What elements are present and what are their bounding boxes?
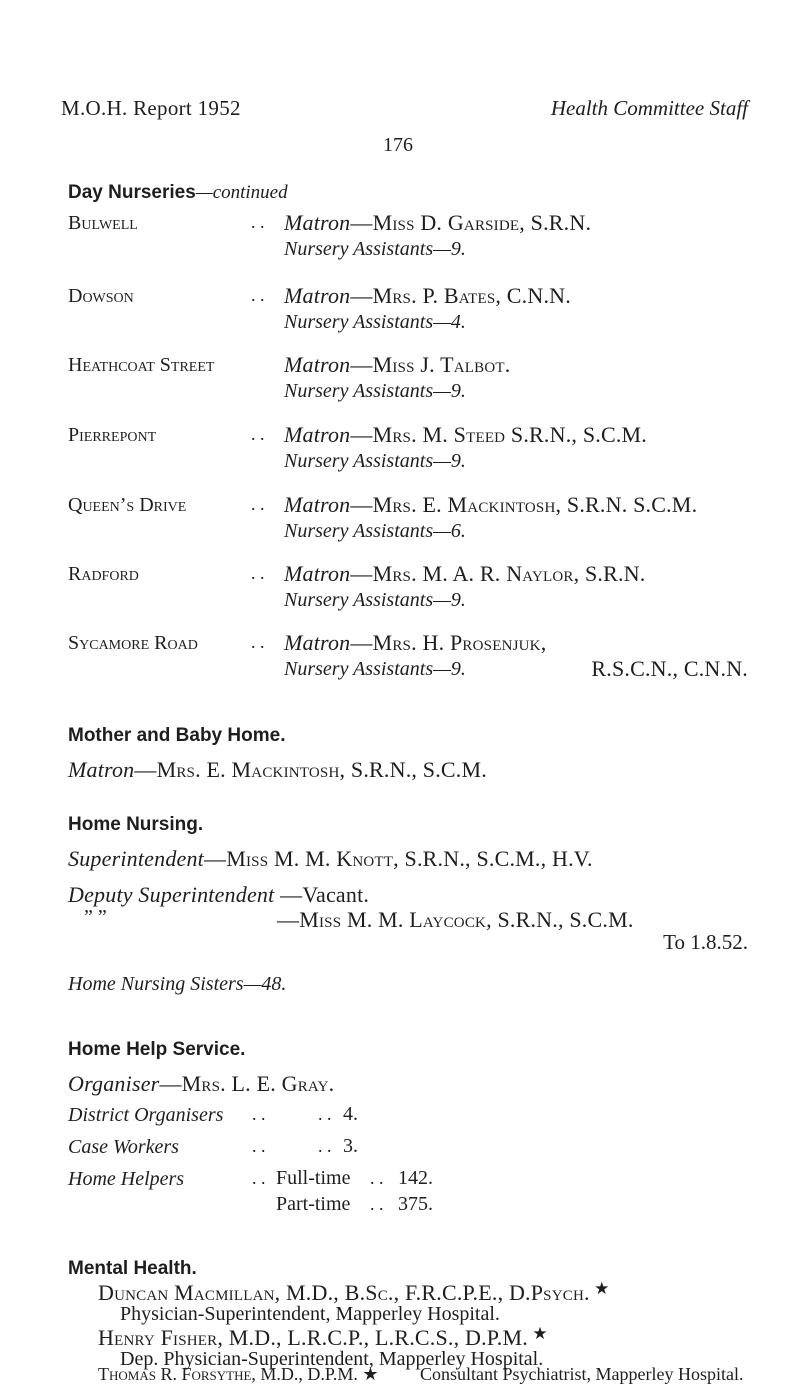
table-row-value: 375. xyxy=(398,1193,433,1215)
nursery-matron: Matron—Mrs. P. Bates, C.N.N. xyxy=(284,283,571,308)
staff-name: Duncan Macmillan, M.D., B.Sc., F.R.C.P.E., D.Psych. ★ xyxy=(98,1279,610,1305)
leader-dots: . . xyxy=(251,212,265,232)
mental-health-heading: Mental Health. xyxy=(68,1258,197,1279)
deputy-laycock: —Miss M. M. Laycock, S.R.N., S.C.M. xyxy=(277,907,634,932)
organiser-line: Organiser—Mrs. L. E. Gray. xyxy=(68,1071,335,1096)
nursery-assistants: Nursery Assistants—9. xyxy=(284,238,466,260)
star-icon: ★ xyxy=(589,1279,610,1298)
day-nurseries-heading xyxy=(68,182,288,204)
section-title: Health Committee Staff xyxy=(550,96,748,120)
superintendent-line: Superintendent—Miss M. M. Knott, S.R.N., S.C.M., H.V. xyxy=(68,846,593,871)
ditto-marks: ” ” xyxy=(84,906,107,928)
home-help-heading: Home Help Service. xyxy=(68,1039,246,1060)
leader-dots: . . xyxy=(251,424,265,444)
table-row-sub: Part-time xyxy=(276,1193,351,1215)
leader-dots: . . xyxy=(251,563,265,583)
star-icon: ★ xyxy=(527,1324,548,1343)
staff-post: Dep. Physician-Superintendent, Mapperley Hospital. xyxy=(120,1348,544,1370)
nursery-matron: Matron—Mrs. M. A. R. Naylor, S.R.N. xyxy=(284,561,646,586)
nursery-assistants: Nursery Assistants—9. xyxy=(284,450,466,472)
nursery-place: Dowson xyxy=(68,285,134,307)
nursery-assistants: Nursery Assistants—9. xyxy=(284,589,466,611)
mother-baby-matron: Matron—Mrs. E. Mackintosh, S.R.N., S.C.M. xyxy=(68,757,487,782)
nursery-place: Sycamore Road xyxy=(68,632,198,654)
nursery-assistants: Nursery Assistants—9. xyxy=(284,380,466,402)
nursery-matron: Matron—Mrs. M. Steed S.R.N., S.C.M. xyxy=(284,422,647,447)
report-title: M.O.H. Report 1952 xyxy=(61,96,241,120)
day-nurseries-title: Day Nurseries xyxy=(68,182,196,203)
nursery-assistants: Nursery Assistants—9. xyxy=(284,658,466,680)
table-row-value: 142. xyxy=(398,1167,433,1189)
deputy-line: Deputy Superintendent —Vacant. xyxy=(68,882,370,907)
table-row-label: Case Workers xyxy=(68,1136,179,1158)
nursing-sisters: Home Nursing Sisters—48. xyxy=(68,973,287,995)
nursery-place: Heathcoat Street xyxy=(68,354,215,376)
nursery-assistants: Nursery Assistants—4. xyxy=(284,311,466,333)
leader-dots: . . xyxy=(252,1168,266,1188)
nursery-matron: Matron—Miss J. Talbot. xyxy=(284,352,511,377)
deputy-end-date: To 1.8.52. xyxy=(663,930,748,954)
leader-dots: . . xyxy=(252,1136,266,1156)
nursery-place: Queen’s Drive xyxy=(68,494,187,516)
leader-dots: . . xyxy=(318,1136,332,1156)
nursery-qualifications: R.S.C.N., C.N.N. xyxy=(591,656,748,681)
leader-dots: . . xyxy=(318,1104,332,1124)
staff-name: Henry Fisher, M.D., L.R.C.P., L.R.C.S., D.P.M. ★ xyxy=(98,1324,548,1350)
table-row-value: 3. xyxy=(343,1135,358,1157)
leader-dots: . . xyxy=(252,1104,266,1124)
nursery-place: Pierrepont xyxy=(68,424,157,446)
leader-dots: . . xyxy=(251,632,265,652)
staff-post: Physician-Superintendent, Mapperley Hospital. xyxy=(120,1303,500,1325)
table-row-label: District Organisers xyxy=(68,1104,224,1126)
nursery-matron: Matron—Mrs. H. Prosenjuk, xyxy=(284,630,547,655)
continued-label: —continued xyxy=(195,182,288,203)
staff-entry: Thomas R. Forsythe, M.D., D.P.M. ★ xyxy=(98,1364,379,1384)
leader-dots: . . xyxy=(370,1194,384,1214)
table-row-sub: Full-time xyxy=(276,1167,351,1189)
leader-dots: . . xyxy=(370,1168,384,1188)
table-row-value: 4. xyxy=(343,1103,358,1125)
nursery-matron: Matron—Mrs. E. Mackintosh, S.R.N. S.C.M. xyxy=(284,492,698,517)
home-nursing-heading: Home Nursing. xyxy=(68,814,204,835)
nursery-place: Radford xyxy=(68,563,139,585)
nursery-assistants: Nursery Assistants—6. xyxy=(284,520,466,542)
leader-dots: . . xyxy=(251,494,265,514)
nursery-place: Bulwell xyxy=(68,212,138,234)
staff-post: Consultant Psychiatrist, Mapperley Hospital. xyxy=(420,1364,744,1384)
page-number: 176 xyxy=(383,134,413,156)
leader-dots: . . xyxy=(251,285,265,305)
nursery-matron: Matron—Miss D. Garside, S.R.N. xyxy=(284,210,592,235)
mother-baby-heading: Mother and Baby Home. xyxy=(68,725,286,746)
table-row-label: Home Helpers xyxy=(68,1168,185,1190)
